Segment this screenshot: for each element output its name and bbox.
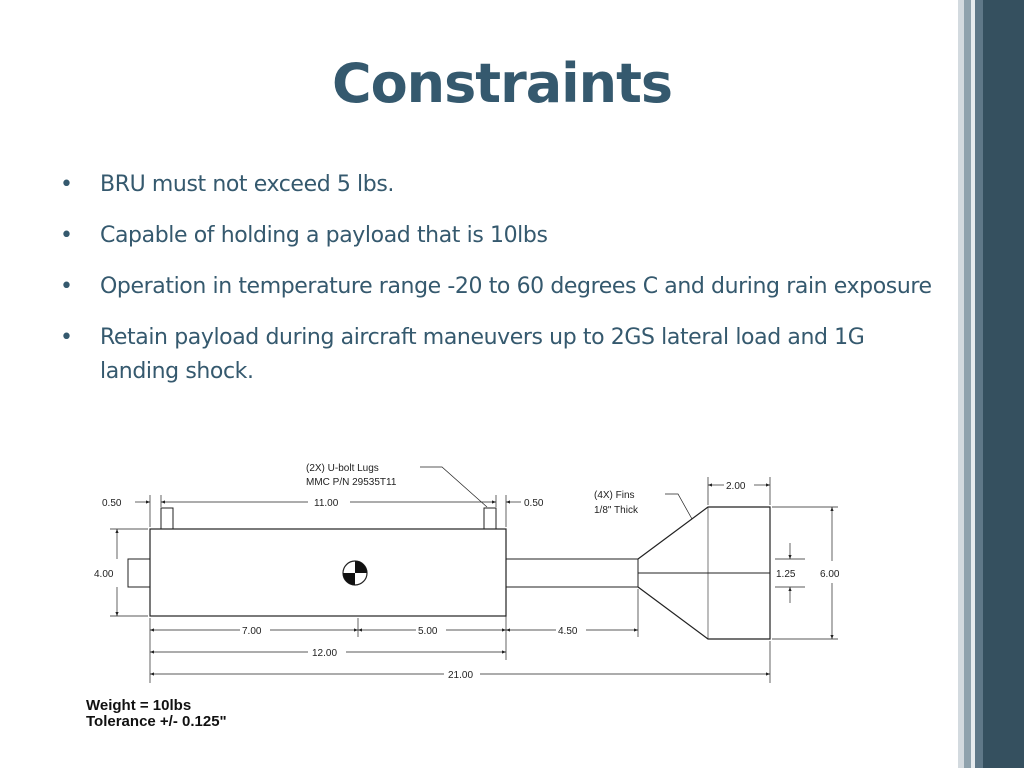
slide-title: Constraints (331, 52, 673, 115)
dim-label: 11.00 (314, 498, 339, 509)
decor-stripe-mid (964, 0, 971, 768)
technical-drawing (80, 455, 860, 695)
bullet-text: BRU must not exceed 5 lbs. (100, 172, 394, 197)
dim-label: 7.00 (242, 626, 262, 637)
dim-label: 4.50 (558, 626, 578, 637)
decor-stripe-mid2 (975, 0, 983, 768)
tolerance-note: Tolerance +/- 0.125" (86, 713, 227, 730)
shaft (506, 559, 638, 587)
bullet-dot: • (60, 325, 73, 350)
dim-label: 0.50 (524, 498, 544, 509)
bullet-text: Retain payload during aircraft maneuvers up to 2GS lateral load and 1G landing shock. (100, 325, 865, 384)
bullet-dot: • (60, 274, 73, 299)
bullet-dot: • (60, 223, 73, 248)
dim-label: 6.00 (820, 569, 840, 580)
decor-stripe-dark (983, 0, 1024, 768)
dim-label: 5.00 (418, 626, 438, 637)
dim-label: 1.25 (776, 569, 796, 580)
bullet-item (60, 270, 940, 304)
bullet-item (60, 321, 940, 389)
dim-label: 0.50 (102, 498, 122, 509)
dim-label: 12.00 (312, 648, 338, 659)
bullet-item (60, 219, 940, 253)
weight-note: Weight = 10lbs (86, 697, 192, 714)
callout-fins-thick: 1/8" Thick (594, 505, 638, 516)
callout-lugs-pn: MMC P/N 29535T11 (306, 477, 397, 488)
left-stub (128, 559, 150, 587)
bru-body (150, 529, 506, 616)
u-bolt-lug-left (161, 508, 173, 529)
callout-fins: (4X) Fins (594, 490, 635, 501)
dim-label: 2.00 (726, 481, 746, 492)
bullet-item (60, 168, 940, 202)
bullet-dot: • (60, 172, 73, 197)
bullet-list (60, 168, 940, 406)
bullet-text: Capable of holding a payload that is 10lbs (100, 223, 548, 248)
u-bolt-lug-right (484, 508, 496, 529)
center-of-gravity-icon (343, 561, 367, 585)
dim-label: 21.00 (448, 670, 474, 681)
callout-lugs: (2X) U-bolt Lugs (306, 463, 379, 474)
dim-label: 4.00 (94, 569, 114, 580)
bullet-text: Operation in temperature range -20 to 60 degrees C and during rain exposure (100, 274, 932, 299)
